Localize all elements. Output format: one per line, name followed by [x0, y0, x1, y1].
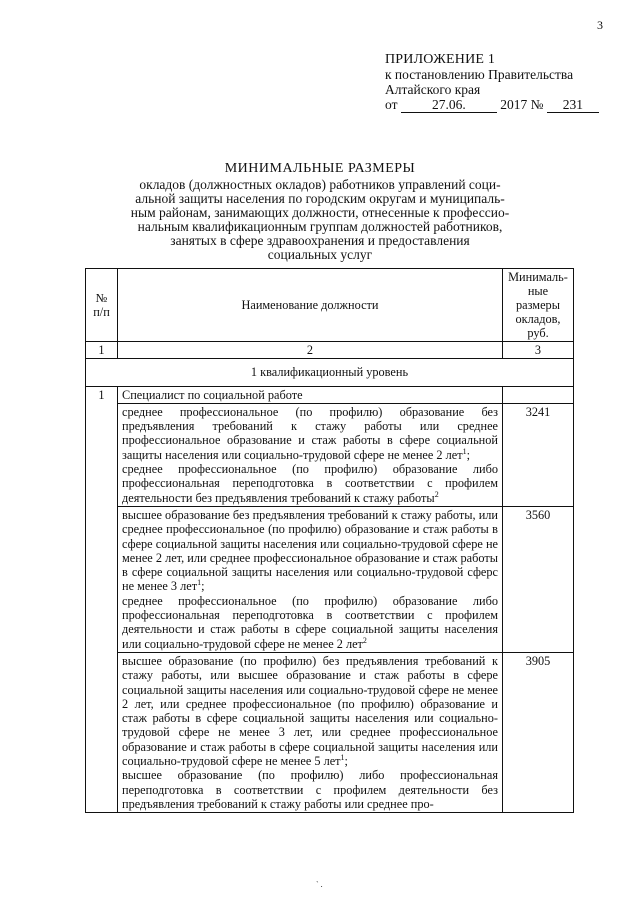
col-number-1: 1 — [86, 342, 118, 359]
requirements-cell — [118, 506, 503, 652]
requirement-paragraph: среднее профессиональное (по профилю) образование либо профессиональная переподготовка в соответствии с профилем деятельности и стаж работы в сфере социальной защиты населения или социально-трудовой сфере не менее 2 лет$^2$ — [122, 593, 498, 651]
table-header-row — [86, 269, 574, 342]
appendix-year: 2017 — [500, 97, 528, 112]
table-row — [86, 506, 574, 652]
col-number-2: 2 — [118, 342, 503, 359]
column-number-row — [86, 342, 574, 359]
header-name: Наименование должности — [118, 269, 503, 342]
appendix-line-2: Алтайского края — [385, 82, 481, 97]
level-row — [86, 359, 574, 386]
salary-value: 3241 — [503, 403, 574, 506]
document-title: МИНИМАЛЬНЫЕ РАЗМЕРЫ — [224, 161, 416, 176]
requirement-paragraph: высшее образование без предъявления требований к стажу работы, или среднее профессиональное (по профилю) образование и стаж работы в сфере социальной защиты населения или социально-трудовой сфере не менее 2 лет, или среднее профессиональное образование и стаж работы в сфере социальной защиты населения или социально-трудовой сферс не менее 3 лет$^1$; — [122, 507, 498, 594]
position-salary-empty — [503, 386, 574, 403]
heading-line-5: занятых в сфере здравоохранения и предоставления — [170, 233, 470, 248]
requirement-paragraph: среднее профессиональное (по профилю) образование либо профессиональная переподготовка в соответствии с профилем деятельности без предъявления требований к стажу работы$^2$ — [122, 462, 498, 505]
requirement-paragraph: среднее профессиональное (по профилю) образование без предъявления требований к стажу работы или среднее профессиональное образование и стаж работы в сфере социальной защиты населения или социально-трудовой сфере не менее 2 лет$^1$; — [122, 404, 498, 462]
salary-value: 3560 — [503, 506, 574, 652]
heading-line-1: окладов (должностных окладов) работников управлений соци- — [139, 177, 501, 192]
document-heading — [115, 162, 525, 262]
col-number-3: 3 — [503, 342, 574, 359]
requirement-paragraph: высшее образование (по профилю) либо профессиональная переподготовка в соответствии с профилем деятельности без предъявления требований к стажу работы или среднее про- — [122, 768, 498, 811]
page-number: 3 — [597, 18, 603, 32]
requirement-paragraph: высшее образование (по профилю) без предъявления требований к стажу работы, или высшее образование и стаж работы в сфере социальной защиты населения или социально-трудовой сфере не менее 2 лет, или среднее профессиональное (по профилю) образование и стаж работы в сфере социальной защиты населения или социально-трудовой сфере не менее 3 лет, или среднее профессиональное образование и стаж работы в сфере социальной защиты населения или социально-трудовой сфере не менее 5 лет$^1$; — [122, 653, 498, 769]
heading-line-3: ным районам, занимающих должности, отнесенные к профессио- — [130, 205, 510, 220]
salary-value: 3905 — [503, 652, 574, 812]
appendix-number-label: № — [530, 97, 544, 112]
appendix-date: 27.06. — [401, 98, 497, 113]
position-title: Специалист по социальной работе — [118, 386, 503, 403]
salary-table — [85, 268, 574, 813]
appendix-line-1: к постановлению Правительства — [385, 67, 574, 82]
table-row — [86, 652, 574, 812]
heading-line-6: социальных услуг — [267, 247, 373, 262]
qualification-level: 1 квалификационный уровень — [86, 359, 574, 386]
header-num: № п/п — [86, 269, 118, 342]
position-row — [86, 386, 574, 403]
position-number: 1 — [86, 386, 118, 813]
appendix-title: ПРИЛОЖЕНИЕ 1 — [385, 52, 496, 67]
appendix-block — [385, 52, 625, 113]
table-row — [86, 403, 574, 506]
appendix-date-line — [385, 97, 625, 113]
appendix-from-label: от — [385, 97, 398, 112]
requirements-cell — [118, 652, 503, 812]
appendix-number: 231 — [547, 98, 599, 113]
requirements-cell — [118, 403, 503, 506]
scan-mark: ` . — [316, 880, 323, 889]
heading-line-2: альной защиты населения по городским округам и муниципаль- — [135, 191, 505, 206]
heading-line-4: нальным квалификационным группам должностей работников, — [137, 219, 503, 234]
header-salary: Минималь- ные размеры окладов, руб. — [503, 269, 574, 342]
